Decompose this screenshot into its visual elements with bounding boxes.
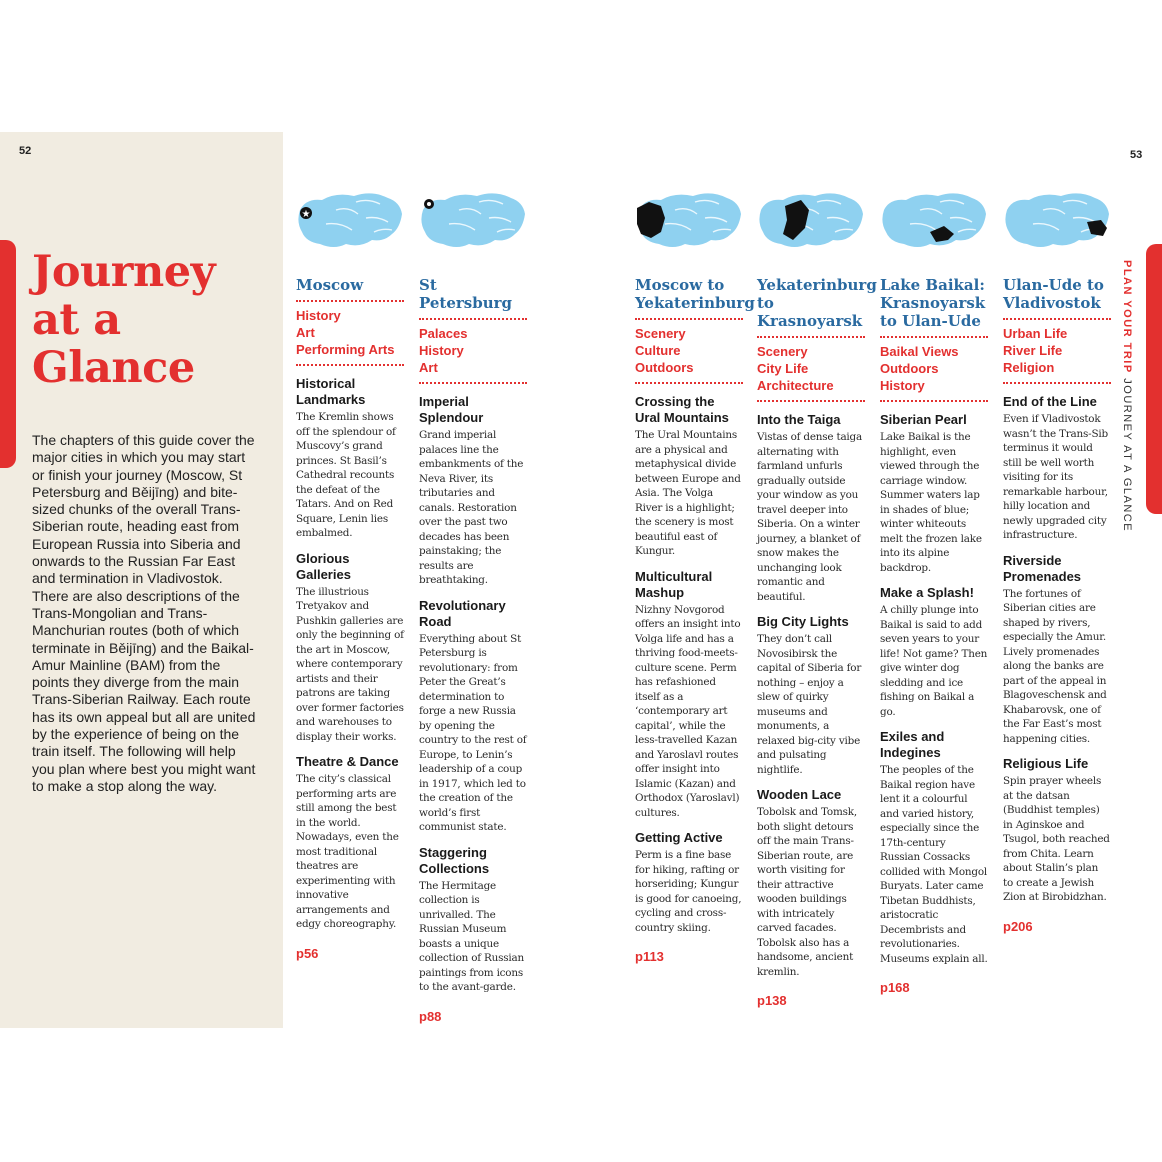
section-heading: Historical Landmarks bbox=[296, 376, 366, 407]
chapter-tab-left bbox=[0, 240, 16, 468]
page-reference-link[interactable]: p168 bbox=[880, 980, 910, 995]
route-map-icon bbox=[419, 188, 527, 252]
theme-tag: Outdoors bbox=[880, 361, 939, 376]
route-themes bbox=[1003, 325, 1111, 376]
section-text: The peoples of the Baikal region have lent it a colourful and varied history, especially since the 17th-century Russian Cossacks collided with Mongol Buryats. Later came Tibetan Buddhists, aristocratic Decembrists and revolutionaries. Museums explain all. bbox=[880, 764, 988, 965]
section-text: The Hermitage collection is unrivalled. The Russian Museum boasts a unique collection of Russian paintings from icons to the avant-garde. bbox=[419, 879, 525, 993]
theme-tag: Culture bbox=[635, 343, 681, 358]
dotted-divider bbox=[296, 300, 404, 302]
theme-tag: Art bbox=[296, 325, 315, 340]
section-text: They don’t call Novosibirsk the capital of Siberia for nothing – enjoy a slew of quirky museums and monuments, a relaxed big-city vibe and pulsating nightlife. bbox=[757, 633, 862, 776]
section-heading: Glorious Galleries bbox=[296, 550, 351, 582]
section-text: Tobolsk and Tomsk, both slight detours off the main Trans-Siberian route, are worth visiting for their attractive wooden buildings with intricately carved facades. Tobolsk also has a handsome, ancient kremlin. bbox=[757, 806, 857, 978]
section-text: Nizhny Novgorod offers an insight into Volga life and has a thriving food-meets-culture scene. Perm has refashioned itself as a ‘contemporary art capital’, while the less-travelled Kazan and Yaroslavl routes offer insight into Islamic (Kazan) and Orthodox (Yaroslavl) cultures. bbox=[635, 603, 741, 819]
section-heading: Siberian Pearl bbox=[880, 412, 967, 427]
section-text: Lake Baikal is the highlight, even viewed through the carriage window. Summer waters lap in shades of blue; winter whiteouts melt the frozen lake into its alpine backdrop. bbox=[880, 431, 982, 574]
section-heading: Exiles and Indegines bbox=[880, 729, 945, 760]
section-text: Grand imperial palaces line the embankments of the Neva River, its tributaries and canals. Restoration over the past two decades has been painstaking; the results are breathtaking. bbox=[419, 429, 524, 586]
chapter-tab-right bbox=[1146, 244, 1162, 514]
theme-tag: Palaces bbox=[419, 326, 468, 341]
svg-text:★: ★ bbox=[301, 209, 311, 220]
route-column bbox=[296, 188, 404, 961]
page-title: Journey at a Glance bbox=[32, 247, 216, 393]
dotted-divider bbox=[635, 318, 743, 320]
dotted-divider bbox=[757, 336, 865, 338]
theme-tag: Baikal Views bbox=[880, 344, 959, 359]
section-heading: Imperial Splendour bbox=[419, 394, 484, 425]
section-heading: Make a Splash! bbox=[880, 585, 974, 600]
route-column bbox=[635, 188, 755, 964]
dotted-divider bbox=[419, 382, 527, 384]
theme-tag: Outdoors bbox=[635, 360, 694, 375]
route-map-icon bbox=[635, 188, 743, 252]
route-title: Yekaterinburg to Krasnoyarsk bbox=[757, 276, 877, 330]
section-text: Even if Vladivostok wasn’t the Trans-Sib terminus it would still be well worth visiting for its remarkable harbour, hilly location and newly upgraded city infrastructure. bbox=[1003, 413, 1108, 541]
page-reference-link[interactable]: p88 bbox=[419, 1008, 442, 1024]
page-number-right: 53 bbox=[1130, 149, 1143, 161]
section-text: The Ural Mountains are a physical and metaphysical divide between Europe and Asia. The Volga River is a highlight; the scenery is most beautiful east of Kungur. bbox=[635, 429, 741, 557]
route-title: St Petersburg bbox=[419, 276, 513, 312]
route-column bbox=[1003, 188, 1111, 934]
route-title: Moscow bbox=[296, 276, 364, 294]
page-number-left: 52 bbox=[19, 145, 32, 157]
dotted-divider bbox=[757, 400, 865, 402]
route-themes bbox=[419, 325, 527, 376]
section-text: The Kremlin shows off the splendour of Muscovy’s grand princes. St Basil’s Cathedral recounts the defeat of the Tatars. And on Red Square, Lenin lies embalmed. bbox=[296, 411, 396, 539]
route-themes bbox=[757, 343, 865, 394]
section-heading: Crossing the Ural Mountains bbox=[635, 394, 729, 425]
route-title: Ulan-Ude to Vladivostok bbox=[1003, 276, 1104, 312]
route-themes bbox=[296, 307, 404, 358]
dotted-divider bbox=[635, 382, 743, 384]
intro-paragraph: The chapters of this guide cover the major cities in which you may start or finish your journey (Moscow, St Petersburg and Běijīng) and bite-sized chunks of the overall Trans-Siberian route, heading east from European Russia into Siberia and onwards to the Russian Far East and termination in Vladivostok. There are also descriptions of the Trans-Mongolian and Trans-Manchurian routes (both of which terminate in Běijīng) and the Baikal-Amur Mainline (BAM) from the points they diverge from the main Trans-Siberian Railway. Each route has its own appeal but all are united by the experience of being on the train itself. The following will help you plan where best you might want to make a stop along the way. bbox=[32, 432, 256, 794]
dotted-divider bbox=[880, 400, 988, 402]
theme-tag: History bbox=[880, 378, 925, 393]
route-map-icon bbox=[1003, 188, 1111, 252]
section-text: Vistas of dense taiga alternating with farmland unfurls gradually outside your window as you travel deeper into Siberia. On a winter journey, a blanket of snow makes the unchanging look romantic and beautiful. bbox=[757, 431, 863, 603]
section-heading: End of the Line bbox=[1003, 394, 1097, 409]
section-heading: Multicultural Mashup bbox=[635, 568, 713, 600]
section-text: Everything about St Petersburg is revolutionary: from Peter the Great’s determination to forge a new Russia by opening the country to the rest of Europe, to Lenin’s leadership of a coup in 1917, which led to the creation of the world’s first communist state. bbox=[419, 632, 527, 833]
section-side-label bbox=[1116, 260, 1138, 533]
section-heading: Revolutionary Road bbox=[419, 597, 506, 629]
section-text: The city’s classical performing arts are still among the best in the world. Nowadays, even the most traditional theatres are experimenting with innovative arrangements and edgy choreography. bbox=[296, 773, 399, 930]
section-heading: Getting Active bbox=[635, 830, 723, 845]
route-map-icon bbox=[296, 188, 404, 252]
page-reference-link[interactable]: p113 bbox=[635, 949, 664, 964]
section-heading: Wooden Lace bbox=[757, 787, 842, 802]
dotted-divider bbox=[296, 364, 404, 366]
side-label-part2: JOURNEY AT A GLANCE bbox=[1121, 373, 1133, 533]
theme-tag: Urban Life bbox=[1003, 326, 1068, 341]
section-heading: Theatre & Dance bbox=[296, 754, 399, 769]
dotted-divider bbox=[1003, 318, 1111, 320]
dotted-divider bbox=[880, 336, 988, 338]
section-text: Perm is a fine base for hiking, rafting or horseriding; Kungur is good for canoeing, cycling and cross-country skiing. bbox=[635, 849, 742, 934]
section-heading: Big City Lights bbox=[757, 614, 849, 629]
route-column bbox=[757, 188, 877, 1008]
dotted-divider bbox=[419, 318, 527, 320]
section-text: Spin prayer wheels at the datsan (Buddhist temples) in Aginskoe and Tsugol, both reached from Chita. Learn about Stalin’s plan to create a Jewish Zion at Birobidzhan. bbox=[1003, 775, 1110, 903]
route-column bbox=[880, 188, 988, 995]
theme-tag: Performing Arts bbox=[296, 342, 395, 357]
route-map-icon bbox=[757, 188, 865, 252]
theme-tag: Scenery bbox=[635, 326, 686, 341]
theme-tag: Art bbox=[419, 360, 438, 375]
theme-tag: History bbox=[419, 343, 464, 358]
section-heading: Religious Life bbox=[1003, 756, 1089, 771]
section-heading: Riverside Promenades bbox=[1003, 552, 1082, 584]
route-map-icon bbox=[880, 188, 988, 252]
side-label-part1: PLAN YOUR TRIP bbox=[1121, 260, 1133, 374]
section-text: The illustrious Tretyakov and Pushkin galleries are only the beginning of the art in Moscow, where contemporary artists and their patrons are taking over former factories and warehouses to display their works. bbox=[296, 585, 404, 743]
route-title: Lake Baikal: Krasnoyarsk to Ulan-Ude bbox=[880, 276, 986, 330]
section-text: The fortunes of Siberian cities are shaped by rivers, especially the Amur. Lively promenades along the banks are part of the appeal in Blagoveschensk and Khabarovsk, one of the Far East’s most happening cities. bbox=[1003, 587, 1107, 745]
page-reference-link[interactable]: p138 bbox=[757, 993, 787, 1008]
theme-tag: History bbox=[296, 308, 341, 323]
page-reference-link[interactable]: p206 bbox=[1003, 918, 1033, 934]
theme-tag: City Life bbox=[757, 361, 809, 376]
section-heading: Staggering Collections bbox=[419, 844, 490, 876]
dotted-divider bbox=[1003, 382, 1111, 384]
page-reference-link[interactable]: p56 bbox=[296, 945, 319, 961]
theme-tag: River Life bbox=[1003, 343, 1063, 358]
route-title: Moscow to Yekaterinburg bbox=[635, 276, 755, 312]
section-text: A chilly plunge into Baikal is said to add seven years to your life! Not game? Then give winter dog sledding and ice fishing on Baikal a go. bbox=[880, 604, 988, 718]
book-spread bbox=[0, 132, 1162, 1028]
route-themes bbox=[880, 343, 988, 394]
route-themes bbox=[635, 325, 743, 376]
theme-tag: Religion bbox=[1003, 360, 1055, 375]
section-heading: Into the Taiga bbox=[757, 412, 841, 427]
theme-tag: Architecture bbox=[757, 378, 834, 393]
theme-tag: Scenery bbox=[757, 344, 808, 359]
route-column bbox=[419, 188, 527, 1024]
